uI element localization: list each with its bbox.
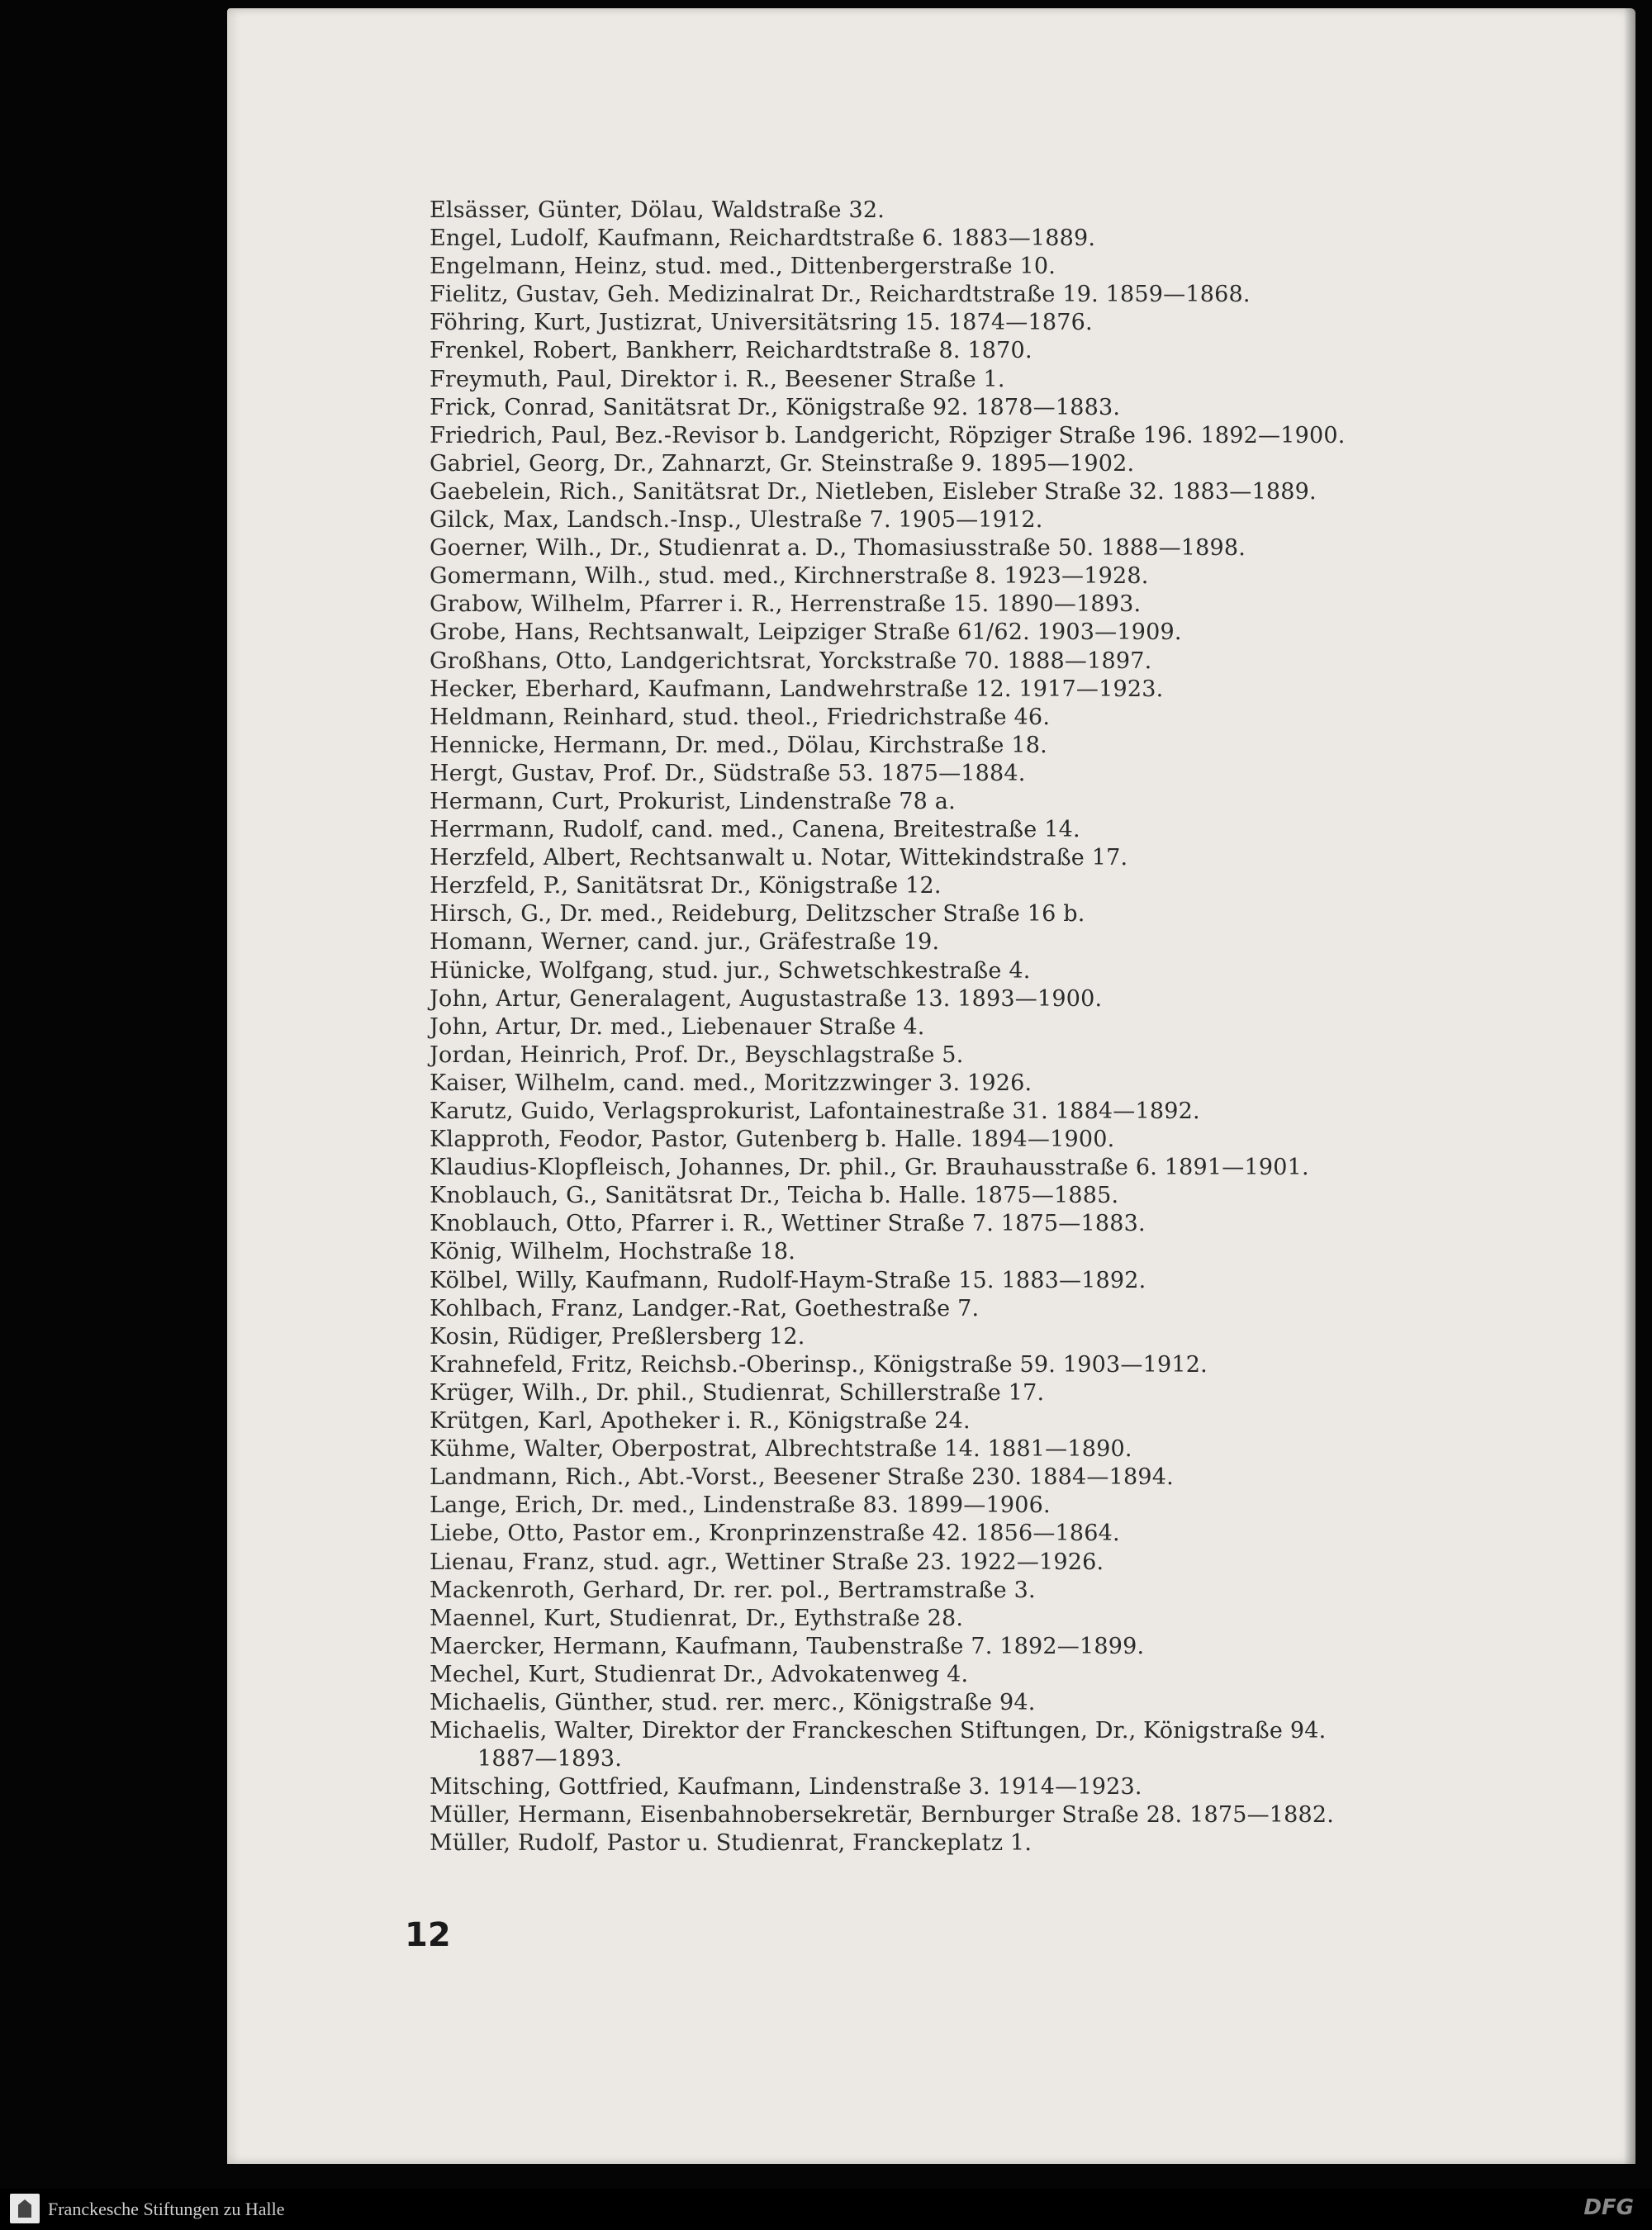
list-item: Gabriel, Georg, Dr., Zahnarzt, Gr. Steinstraße 9. 1895—1902. [430,450,1135,477]
list-item: Krüger, Wilh., Dr. phil., Studienrat, Schillerstraße 17. [430,1379,1045,1406]
list-item: Friedrich, Paul, Bez.-Revisor b. Landgericht, Röpziger Straße 196. 1892—1900. [430,422,1346,448]
list-item: Klaudius-Klopfleisch, Johannes, Dr. phil., Gr. Brauhausstraße 6. 1891—1901. [430,1155,1309,1181]
list-item: Kölbel, Willy, Kaufmann, Rudolf-Haym-Straße 15. 1883—1892. [430,1267,1146,1293]
list-item: Grobe, Hans, Rechtsanwalt, Leipziger Straße 61/62. 1903—1909. [430,619,1182,646]
list-item: Knoblauch, Otto, Pfarrer i. R., Wettiner Straße 7. 1875—1883. [430,1211,1146,1237]
list-item: Mechel, Kurt, Studienrat Dr., Advokatenweg 4. [430,1661,969,1687]
list-item: Kaiser, Wilhelm, cand. med., Moritzzwinger 3. 1926. [430,1070,1032,1096]
list-item: Maercker, Hermann, Kaufmann, Taubenstraße 7. 1892—1899. [430,1633,1145,1659]
list-item: Frenkel, Robert, Bankherr, Reichardtstraße 8. 1870. [430,338,1032,364]
list-item: Gaebelein, Rich., Sanitätsrat Dr., Nietleben, Eisleber Straße 32. 1883—1889. [430,478,1317,505]
list-item: König, Wilhelm, Hochstraße 18. [430,1239,796,1265]
list-item: Hergt, Gustav, Prof. Dr., Südstraße 53. 1875—1884. [430,760,1026,786]
list-item: Freymuth, Paul, Direktor i. R., Beesener Straße 1. [430,366,1005,392]
list-item: Grabow, Wilhelm, Pfarrer i. R., Herrenstraße 15. 1890—1893. [430,591,1142,618]
list-item-text: Michaelis, Walter, Direktor der Franckeschen Stiftungen, Dr., Königstraße 94. [430,1718,1327,1744]
list-item: Klapproth, Feodor, Pastor, Gutenberg b. Halle. 1894—1900. [430,1127,1115,1153]
list-item-continuation: 1887—1893. [477,1746,623,1772]
list-item: Hennicke, Hermann, Dr. med., Dölau, Kirchstraße 18. [430,732,1047,758]
list-item: John, Artur, Dr. med., Liebenauer Straße 4. [430,1013,925,1040]
list-item: Hünicke, Wolfgang, stud. jur., Schwetschkestraße 4. [430,957,1031,984]
list-item: Gomermann, Wilh., stud. med., Kirchnerstraße 8. 1923—1928. [430,563,1149,590]
list-item: Homann, Werner, cand. jur., Gräfestraße 19. [430,929,940,956]
list-item: Lange, Erich, Dr. med., Lindenstraße 83. 1899—1906. [430,1492,1051,1519]
list-item: Hirsch, G., Dr. med., Reideburg, Delitzscher Straße 16 b. [430,901,1085,928]
institution-name: Franckesche Stiftungen zu Halle [48,2199,285,2219]
list-item: John, Artur, Generalagent, Augustastraße 13. 1893—1900. [430,985,1103,1012]
list-item: Karutz, Guido, Verlagsprokurist, Lafontainestraße 31. 1884—1892. [430,1098,1200,1124]
list-item: Frick, Conrad, Sanitätsrat Dr., Königstraße 92. 1878—1883. [430,394,1121,420]
address-list [430,197,1586,1858]
list-item: Herzfeld, Albert, Rechtsanwalt u. Notar, Wittekindstraße 17. [430,845,1128,871]
dfg-logo: DFG [1583,2195,1634,2220]
list-item: Müller, Rudolf, Pastor u. Studienrat, Franckeplatz 1. [430,1830,1032,1857]
list-item: Großhans, Otto, Landgerichtsrat, Yorckstraße 70. 1888—1897. [430,648,1152,674]
list-item: Kosin, Rüdiger, Preßlersberg 12. [430,1323,805,1350]
list-item: Mitsching, Gottfried, Kaufmann, Lindenstraße 3. 1914—1923. [430,1774,1142,1801]
list-item: Maennel, Kurt, Studienrat, Dr., Eythstraße 28. [430,1605,964,1631]
list-item: Landmann, Rich., Abt.-Vorst., Beesener Straße 230. 1884—1894. [430,1464,1174,1491]
list-item: Liebe, Otto, Pastor em., Kronprinzenstraße 42. 1856—1864. [430,1521,1120,1547]
viewer-footer [0,2189,1652,2230]
list-item: Heldmann, Reinhard, stud. theol., Friedrichstraße 46. [430,704,1051,730]
list-item: Engel, Ludolf, Kaufmann, Reichardtstraße 6. 1883—1889. [430,225,1096,252]
book-page [227,8,1635,2164]
list-item: Krahnefeld, Fritz, Reichsb.-Oberinsp., Königstraße 59. 1903—1912. [430,1351,1208,1378]
list-item: Kühme, Walter, Oberpostrat, Albrechtstraße 14. 1881—1890. [430,1436,1132,1463]
list-item: Krütgen, Karl, Apotheker i. R., Königstraße 24. [430,1408,971,1435]
list-item: Engelmann, Heinz, stud. med., Dittenbergerstraße 10. [430,254,1056,280]
list-item: Herzfeld, P., Sanitätsrat Dr., Königstraße 12. [430,873,942,899]
list-item: Knoblauch, G., Sanitätsrat Dr., Teicha b. Halle. 1875—1885. [430,1183,1119,1209]
list-item: Gilck, Max, Landsch.-Insp., Ulestraße 7. 1905—1912. [430,507,1043,534]
list-item: Jordan, Heinrich, Prof. Dr., Beyschlagstraße 5. [430,1041,964,1068]
list-item-wrapped [430,1717,1487,1773]
list-item: Hermann, Curt, Prokurist, Lindenstraße 78 a. [430,788,956,814]
list-item: Föhring, Kurt, Justizrat, Universitätsring 15. 1874—1876. [430,310,1093,336]
list-item: Hecker, Eberhard, Kaufmann, Landwehrstraße 12. 1917—1923. [430,676,1164,702]
institution-logo-icon [10,2194,40,2223]
page-number: 12 [405,1916,451,1954]
list-item: Kohlbach, Franz, Landger.-Rat, Goethestraße 7. [430,1295,980,1321]
list-item: Elsässer, Günter, Dölau, Waldstraße 32. [430,197,885,223]
list-item: Fielitz, Gustav, Geh. Medizinalrat Dr., Reichardtstraße 19. 1859—1868. [430,282,1251,308]
list-item: Mackenroth, Gerhard, Dr. rer. pol., Bertramstraße 3. [430,1577,1036,1603]
list-item: Goerner, Wilh., Dr., Studienrat a. D., Thomasiusstraße 50. 1888—1898. [430,535,1246,562]
list-item: Michaelis, Günther, stud. rer. merc., Königstraße 94. [430,1689,1036,1715]
list-item: Lienau, Franz, stud. agr., Wettiner Straße 23. 1922—1926. [430,1549,1104,1575]
list-item: Herrmann, Rudolf, cand. med., Canena, Breitestraße 14. [430,817,1080,843]
list-item: Müller, Hermann, Eisenbahnobersekretär, Bernburger Straße 28. 1875—1882. [430,1802,1335,1829]
